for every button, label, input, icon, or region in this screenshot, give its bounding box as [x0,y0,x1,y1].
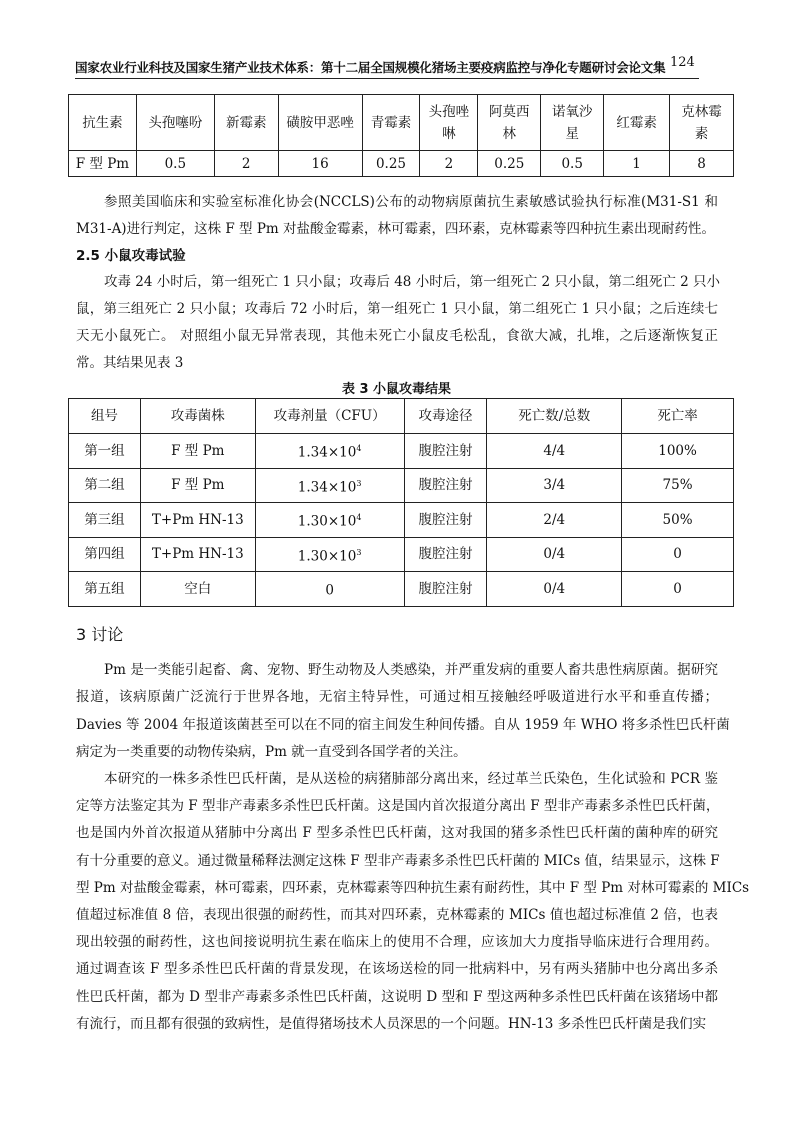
cell-group: 第三组 [69,503,141,538]
paragraph-line: 本研究的一株多杀性巴氏杆菌，是从送检的病猪肺部分离出来，经过革兰氏染色，生化试验和 PCR 鉴 [104,771,718,787]
paragraph-line: 常。其结果见表 3 [76,355,184,371]
table-cell: 0.25 [478,151,541,177]
dose-exponent: 3 [356,478,362,488]
cell-ratio: 0/4 [487,537,622,572]
table-header-cell: 青霉素 [362,95,420,151]
table-header-cell: 磺胺甲恶唑 [278,95,362,151]
table-row [69,468,734,503]
dose-exponent: 3 [356,547,362,557]
cell-ratio: 2/4 [487,503,622,538]
cell-rate: 100% [622,434,734,469]
section-heading-2-5: 2.5 小鼠攻毒试验 [76,248,186,264]
cell-dose [255,503,404,538]
cell-route: 腹腔注射 [404,434,487,469]
paragraph-line: Pm 是一类能引起畜、禽、宠物、野生动物及人类感染，并严重发病的重要人畜共患性病原菌。据研究 [104,662,718,678]
table-header-cell: 红霉素 [604,95,670,151]
dose-exponent: 4 [356,444,362,453]
table-header-cell: 诺氧沙 星 [541,95,604,151]
cell-strain: F 型 Pm [140,468,255,503]
table-header-cell: 头孢唑 啉 [420,95,478,151]
table-row [69,572,734,607]
cell-group: 第二组 [69,468,141,503]
table-cell: 0.25 [362,151,420,177]
cell-strain: T+Pm HN-13 [140,503,255,538]
page-number: 124 [670,55,695,70]
running-header: 国家农业行业科技及国家生猪产业技术体系：第十二届全国规模化猪场主要疫病监控与净化专题研讨会论文集 [75,60,666,75]
cell-dose [255,434,404,469]
table-cell: 16 [278,151,362,177]
paragraph-line: 病定为一类重要的动物传染病，Pm 就一直受到各国学者的关注。 [76,743,467,760]
table-cell: 2 [420,151,478,177]
table3-caption: 表 3 小鼠攻毒结果 [341,382,452,397]
paragraph-line: 报道，该病原菌广泛流行于世界各地，无宿主特异性，可通过相互接触经呼吸道进行水平和垂直传播； [76,689,718,706]
cell-group: 第四组 [69,537,141,572]
cell-group: 第一组 [69,434,141,469]
paragraph-line: 型 Pm 对盐酸金霉素，林可霉素，四环素，克林霉素等四种抗生素有耐药性，其中 F 型 Pm 对林可霉素的 MICs [76,879,750,896]
cell-rate: 50% [622,503,734,538]
paragraph-line: 参照美国临床和实验室标准化协会(NCCLS)公布的动物病原菌抗生素敏感试验执行标准(M31-S1 和 [104,194,718,210]
cell-rate: 75% [622,468,734,503]
cell-dose [255,572,404,607]
cell-strain: T+Pm HN-13 [140,537,255,572]
dose-exponent: 4 [356,513,362,522]
challenge-results-table [68,398,734,607]
table-header-cell: 抗生素 [69,95,137,151]
table-row [69,503,734,538]
dose-base: 1.30×10 [297,548,357,564]
table-cell: 2 [214,151,278,177]
cell-route: 腹腔注射 [404,503,487,538]
paragraph-line: 天无小鼠死亡。 对照组小鼠无异常表现，其他未死亡小鼠皮毛松乱，食欲大减，扎堆，之后逐渐恢复正 [76,328,718,344]
table-row [69,537,734,572]
table-header-cell: 组号 [69,399,141,434]
dose-base: 1.34×10 [297,479,357,495]
table-header-cell: 攻毒菌株 [140,399,255,434]
table-cell: 0.5 [541,151,604,177]
table-header-cell: 新霉素 [214,95,278,151]
table-row [69,434,734,469]
paragraph-line: 鼠，第三组死亡 2 只小鼠；攻毒后 72 小时后，第一组死亡 1 只小鼠，第二组死亡 1 只小鼠；之后连续七 [76,301,718,317]
cell-dose [255,537,404,572]
cell-strain: F 型 Pm [140,434,255,469]
paragraph-line: 有十分重要的意义。通过微量稀释法测定这株 F 型非产毒素多杀性巴氏杆菌的 MICs 值，结果显示，这株 F [76,852,720,869]
paragraph-line: 值超过标准值 8 倍，表现出很强的耐药性，而其对四环素，克林霉素的 MICs 值也超过标准值 2 倍，也表 [76,907,718,923]
table-header-cell: 死亡率 [622,399,734,434]
dose-base: 1.34×10 [297,444,357,461]
table-header-cell: 阿莫西 林 [478,95,541,151]
mic-table [68,94,734,177]
dose-base: 1.30×10 [297,513,357,530]
cell-dose [255,468,404,503]
cell-route: 腹腔注射 [404,468,487,503]
table-cell: 8 [670,151,734,177]
cell-strain: 空白 [140,572,255,607]
paragraph-line: 性巴氏杆菌，都为 D 型非产毒素多杀性巴氏杆菌，这说明 D 型和 F 型这两种多杀性巴氏杆菌在该猪场中都 [76,988,718,1005]
paragraph-line: M31-A)进行判定，这株 F 型 Pm 对盐酸金霉素，林可霉素，四环素，克林霉素等四种抗生素出现耐药性。 [76,221,715,237]
paragraph-line: 有流行，而且都有很强的致病性，是值得猪场技术人员深思的一个问题。HN-13 多杀性巴氏杆菌是我们实 [76,1015,707,1032]
dose-base: 0 [325,582,334,599]
cell-rate: 0 [622,572,734,607]
table-header-cell: 死亡数/总数 [487,399,622,434]
paragraph-line: 定等方法鉴定其为 F 型非产毒素多杀性巴氏杆菌。这是国内首次报道分离出 F 型非产毒素多杀性巴氏杆菌， [76,798,720,815]
section-heading-3: 3 讨论 [76,625,124,644]
cell-ratio: 3/4 [487,468,622,503]
table-cell: 1 [604,151,670,177]
table-header-cell: 攻毒剂量（CFU） [255,399,404,434]
header-rule [75,78,699,79]
cell-ratio: 0/4 [487,572,622,607]
cell-route: 腹腔注射 [404,572,487,607]
cell-rate: 0 [622,537,734,572]
cell-group: 第五组 [69,572,141,607]
table-header-cell: 克林霉 素 [670,95,734,151]
table-cell: F 型 Pm [69,151,137,177]
paragraph-line: 也是国内外首次报道从猪肺中分离出 F 型多杀性巴氏杆菌，这对我国的猪多杀性巴氏杆菌的菌种库的研究 [76,825,718,842]
cell-ratio: 4/4 [487,434,622,469]
table-cell: 0.5 [136,151,214,177]
paragraph-line: 现出较强的耐药性，这也间接说明抗生素在临床上的使用不合理，应该加大力度指导临床进行合理用药。 [76,934,718,951]
table-header-cell: 攻毒途径 [404,399,487,434]
paragraph-line: 通过调查该 F 型多杀性巴氏杆菌的背景发现，在该场送检的同一批病料中，另有两头猪肺中也分离出多杀 [76,961,718,978]
table-header-cell: 头孢噻吩 [136,95,214,151]
cell-route: 腹腔注射 [404,537,487,572]
paragraph-line: Davies 等 2004 年报道该菌甚至可以在不同的宿主间发生种间传播。自从 1959 年 WHO 将多杀性巴氏杆菌 [76,716,730,733]
paragraph-line: 攻毒 24 小时后，第一组死亡 1 只小鼠；攻毒后 48 小时后，第一组死亡 2 只小鼠，第二组死亡 2 只小 [104,274,721,290]
